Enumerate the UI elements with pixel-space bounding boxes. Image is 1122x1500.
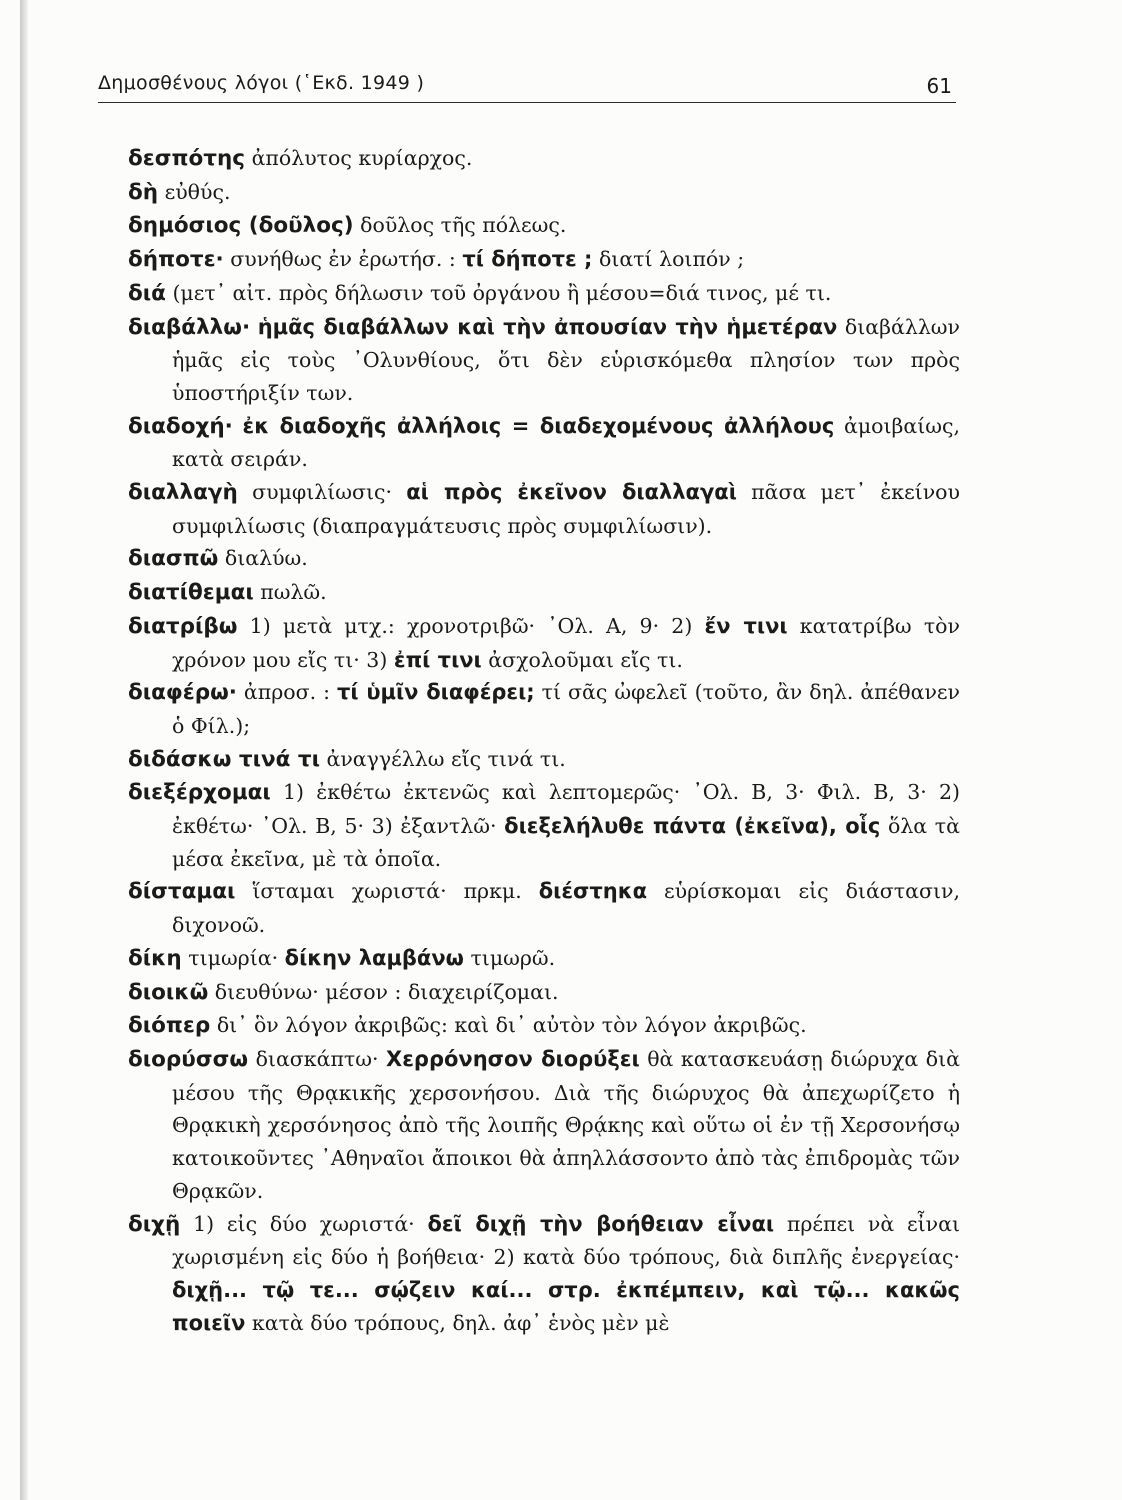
entry-gloss: πρέπει νὰ εἶναι χωρισμένη εἰς δύο ἡ βοήθεια· 2) κατὰ δύο τρόπους, διὰ διπλῆς ἐνεργείας· bbox=[172, 1211, 960, 1270]
entry-gloss: 1) εἰς δύο χωριστά· bbox=[180, 1211, 428, 1236]
entry-phrase: διεξελήλυθε πάντα (ἐκεῖνα), οἷς bbox=[504, 814, 881, 839]
entry-phrase: αἱ πρὸς ἐκεῖνον διαλλαγαὶ bbox=[406, 480, 737, 505]
entry-gloss: ἀναγγέλλω εἴς τινά τι. bbox=[319, 746, 566, 771]
glossary-entry bbox=[128, 176, 960, 210]
running-header bbox=[98, 68, 956, 103]
glossary-entries bbox=[128, 142, 960, 1339]
glossary-entry bbox=[128, 942, 960, 976]
entry-gloss: πᾶσα μετ᾽ ἐκείνου συμφιλίωσις (διαπραγμάτευσις πρὸς συμφιλίωσιν). bbox=[172, 480, 960, 538]
entry-gloss: εὑρίσκομαι εἰς διάστασιν, διχονοῶ. bbox=[172, 879, 960, 938]
entry-gloss: τιμωρῶ. bbox=[463, 945, 556, 970]
glossary-entry bbox=[128, 743, 960, 777]
glossary-entry bbox=[128, 576, 960, 610]
glossary-entry bbox=[128, 243, 960, 277]
entry-phrase: δεῖ διχῇ τὴν βοήθειαν εἶναι bbox=[427, 1211, 775, 1236]
page-number: 61 bbox=[926, 74, 952, 98]
entry-headword: διαλλαγὴ bbox=[128, 480, 238, 506]
entry-gloss: διασκάπτω· bbox=[248, 1046, 387, 1071]
entry-headword: διά bbox=[128, 280, 166, 306]
entry-phrase: διέστηκα bbox=[538, 879, 648, 904]
entry-headword: διαδοχή· bbox=[128, 413, 233, 439]
entry-gloss: ἀσχολοῦμαι εἴς τι. bbox=[481, 647, 683, 672]
entry-gloss: διατί λοιπόν ; bbox=[592, 247, 745, 272]
entry-gloss: ὅλα τὰ μέσα ἐκεῖνα, μὲ τὰ ὁποῖα. bbox=[172, 814, 960, 871]
entry-gloss: ἀμοιβαίως, κατὰ σειράν. bbox=[172, 413, 960, 472]
entry-phrase: ἐκ διαδοχῆς ἀλλήλοις = διαδεχομένους ἀλλήλους bbox=[242, 413, 835, 438]
entry-phrase: ἐπί τινι bbox=[393, 647, 482, 672]
glossary-entry bbox=[128, 875, 960, 941]
entry-headword: διαβάλλω· bbox=[128, 314, 251, 340]
entry-headword: διχῇ bbox=[128, 1211, 181, 1237]
entry-gloss: θὰ κατασκευάσῃ διώρυχα διὰ μέσου τῆς Θρᾳκικῆς χερσονήσου. Διὰ τῆς διώρυχος θὰ ἀπεχωρίζετο ἡ Θρᾳκικὴ χερσόνησος ἀπὸ τῆς λοιπῆς Θρᾴκης καὶ οὕτω οἱ ἐν τῇ Χερσονήσῳ κατοικοῦντες ᾽Αθηναῖοι ἄποικοι θὰ ἀπηλλάσσοντο ἀπὸ τὰς ἐπιδρομὰς τῶν Θρᾳκῶν. bbox=[172, 1046, 960, 1203]
entry-headword: διασπῶ bbox=[128, 546, 219, 572]
entry-headword: διόπερ bbox=[128, 1013, 211, 1039]
entry-gloss: (μετ᾽ αἰτ. πρὸς δήλωσιν τοῦ ὀργάνου ἢ μέσου=διά τινος, μέ τι. bbox=[165, 280, 832, 305]
entry-headword: δὴ bbox=[128, 179, 159, 205]
entry-headword: διεξέρχομαι bbox=[128, 780, 271, 806]
page-edge-shadow bbox=[20, 0, 28, 1500]
entry-gloss: κατὰ δύο τρόπους, δηλ. ἀφ᾽ ἑνὸς μὲν μὲ bbox=[245, 1310, 670, 1335]
entry-gloss: δοῦλος τῆς πόλεως. bbox=[353, 213, 567, 238]
glossary-entry bbox=[128, 1208, 960, 1340]
glossary-entry bbox=[128, 476, 960, 542]
entry-headword: δημόσιος (δοῦλος) bbox=[128, 213, 354, 239]
entry-gloss: κατατρίβω τὸν χρόνον μου εἴς τι· 3) bbox=[172, 613, 960, 672]
glossary-entry bbox=[128, 209, 960, 243]
entry-gloss bbox=[250, 315, 258, 339]
entry-phrase: διχῇ... τῷ τε... σῴζειν καί... στρ. ἐκπέμπειν, καὶ τῷ... κακῶς ποιεῖν bbox=[172, 1277, 960, 1335]
entry-headword: δεσπότης bbox=[128, 146, 246, 171]
entry-headword: διατρίβω bbox=[128, 613, 238, 639]
entry-gloss: δι᾽ ὃν λόγον ἀκριβῶς: καὶ δι᾽ αὐτὸν τὸν λόγον ἀκριβῶς. bbox=[210, 1013, 807, 1038]
entry-gloss: συνήθως ἐν ἐρωτήσ. : bbox=[223, 247, 463, 272]
glossary-entry bbox=[128, 1009, 960, 1043]
entry-headword: διαφέρω· bbox=[128, 680, 237, 706]
entry-headword: δίκη bbox=[128, 945, 182, 971]
glossary-entry bbox=[128, 410, 960, 476]
entry-gloss: εὐθύς. bbox=[158, 179, 231, 204]
entry-gloss: 1) ἐκθέτω ἐκτενῶς καὶ λεπτομερῶς· ᾽Ολ. Β, 3· Φιλ. Β, 3· 2) ἐκθέτω· ᾽Ολ. Β, 5· 3) ἐξαντλῶ· bbox=[172, 780, 960, 839]
entry-gloss: διαβάλλων ἡμᾶς εἰς τοὺς ᾽Ολυνθίους, ὅτι δὲν εὑρισκόμεθα πλησίον των πρὸς ὑποστήριξίν των. bbox=[172, 314, 960, 405]
entry-gloss: 1) μετὰ μτχ.: χρονοτριβῶ· ᾽Ολ. Α, 9· 2) bbox=[237, 613, 705, 638]
glossary-entry bbox=[128, 142, 960, 176]
entry-phrase: τί δήποτε ; bbox=[462, 247, 593, 272]
entry-phrase: δίκην λαμβάνω bbox=[284, 945, 464, 970]
glossary-entry bbox=[128, 277, 960, 311]
entry-headword: δίσταμαι bbox=[128, 879, 236, 905]
glossary-entry bbox=[128, 311, 960, 410]
entry-gloss: συμφιλίωσις· bbox=[237, 480, 407, 505]
entry-phrase: Χερρόνησον διορύξει bbox=[386, 1046, 640, 1071]
entry-headword: δήποτε· bbox=[128, 247, 224, 273]
entry-phrase: ἡμᾶς διαβάλλων καὶ τὴν ἀπουσίαν τὴν ἡμετέραν bbox=[257, 314, 838, 339]
glossary-entry bbox=[128, 610, 960, 676]
entry-gloss: ἀπροσ. : bbox=[236, 680, 337, 705]
entry-headword: διορύσσω bbox=[128, 1046, 249, 1072]
entry-headword: διοικῶ bbox=[128, 979, 209, 1005]
entry-gloss: ἀπόλυτος κυρίαρχος. bbox=[245, 146, 473, 170]
glossary-entry bbox=[128, 542, 960, 576]
glossary-entry bbox=[128, 776, 960, 875]
entry-gloss bbox=[233, 414, 243, 438]
glossary-entry bbox=[128, 976, 960, 1010]
entry-gloss: πωλῶ. bbox=[253, 580, 327, 605]
entry-gloss: ἵσταμαι χωριστά· πρκμ. bbox=[235, 879, 539, 904]
entry-phrase: τί ὑμῖν διαφέρει; bbox=[337, 680, 535, 705]
entry-gloss: διευθύνω· μέσον : διαχειρίζομαι. bbox=[208, 979, 559, 1004]
glossary-entry bbox=[128, 676, 960, 742]
header-title: Δημοσθένους λόγοι (῾Εκδ. 1949 ) bbox=[98, 72, 425, 94]
glossary-entry bbox=[128, 1043, 960, 1208]
entry-gloss: τιμωρία· bbox=[181, 945, 285, 970]
entry-headword: διδάσκω τινά τι bbox=[128, 746, 320, 772]
entry-gloss: τί σᾶς ὠφελεῖ (τοῦτο, ἂν δηλ. ἀπέθανεν ὁ Φίλ.); bbox=[172, 680, 960, 738]
entry-headword: διατίθεμαι bbox=[128, 580, 254, 606]
entry-phrase: ἔν τινι bbox=[704, 613, 788, 638]
entry-gloss: διαλύω. bbox=[218, 546, 308, 571]
